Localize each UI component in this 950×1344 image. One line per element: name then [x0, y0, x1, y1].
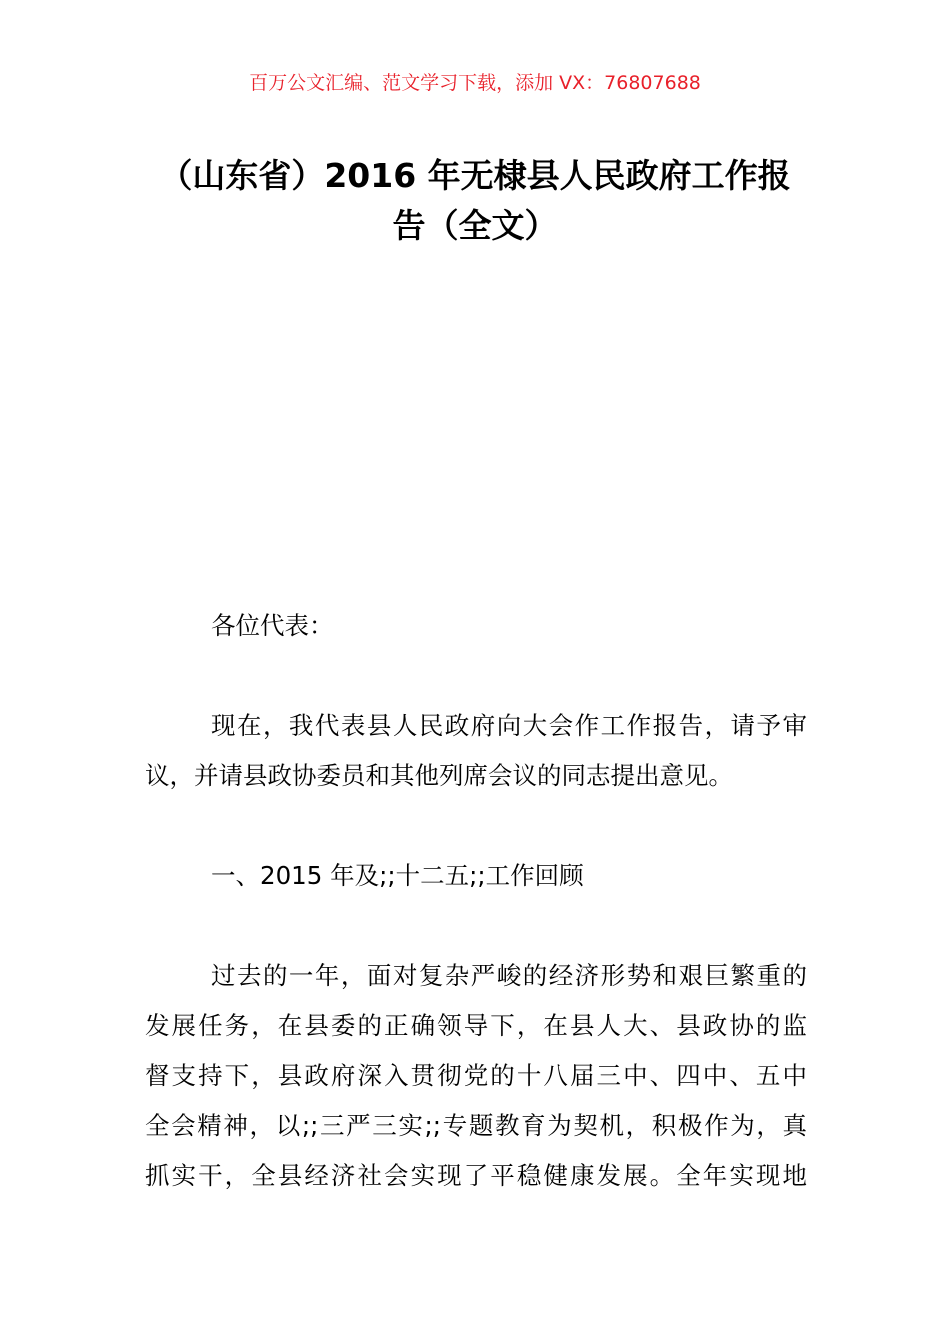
- paragraph-line: 抓实干，全县经济社会实现了平稳健康发展。全年实现地: [145, 1161, 807, 1190]
- document-title-line-2: 告（全文）: [392, 206, 558, 245]
- paragraph-line: 发展任务，在县委的正确领导下，在县人大、县政协的监: [145, 1011, 807, 1040]
- paragraph-line: 督支持下，县政府深入贯彻党的十八届三中、四中、五中: [145, 1061, 807, 1090]
- section-heading: 一、2015 年及;;十二五;;工作回顾: [211, 861, 584, 890]
- paragraph-line: 过去的一年，面对复杂严峻的经济形势和艰巨繁重的: [211, 961, 807, 990]
- document-title-line-1: （山东省）2016 年无棣县人民政府工作报: [159, 156, 791, 195]
- paragraph-line: 议，并请县政协委员和其他列席会议的同志提出意见。: [145, 761, 733, 790]
- salutation: 各位代表：: [211, 611, 334, 640]
- paragraph-line: 全会精神，以;;三严三实;;专题教育为契机，积极作为，真: [145, 1111, 807, 1140]
- promo-header: 百万公文汇编、范文学习下载，添加 VX：76807688: [249, 72, 701, 94]
- paragraph-line: 现在，我代表县人民政府向大会作工作报告，请予审: [211, 711, 807, 740]
